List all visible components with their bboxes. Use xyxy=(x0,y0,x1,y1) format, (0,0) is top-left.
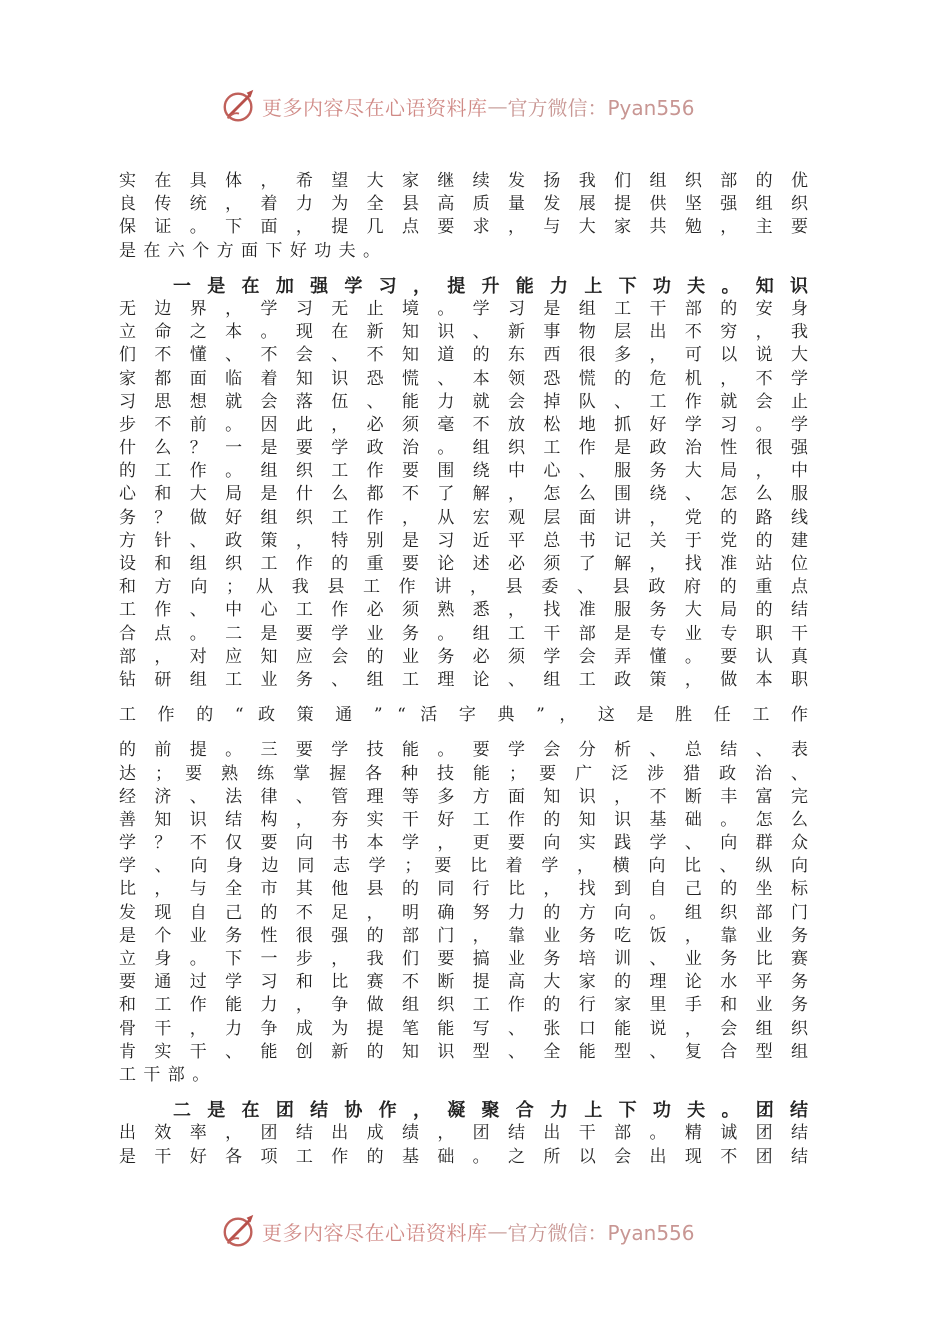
text-line: 学 ？ 不 仅 要 向 书 本 学 ， 更 要 向 实 践 学 、 向 群 众 xyxy=(119,833,809,854)
text-line: 步 不 前 。 因 此 ， 必 须 毫 不 放 松 地 抓 好 学 习 。 学 xyxy=(119,414,809,435)
text-line: 工 干 部 。 xyxy=(119,1064,211,1085)
text-line: 工 作 、 中 心 工 作 必 须 熟 悉 ， 找 准 服 务 大 局 的 结 xyxy=(119,600,809,621)
paragraph-gap xyxy=(119,1087,809,1099)
text-line: 良 传 统 ， 着 力 为 全 县 高 质 量 发 展 提 供 坚 强 组 织 xyxy=(119,194,809,215)
section-heading-1: 一 是 在 加 强 学 习 ， 提 升 能 力 上 下 功 夫 。 知 识 xyxy=(173,275,809,297)
section-heading-2: 二 是 在 团 结 协 作 ， 凝 聚 合 力 上 下 功 夫 。 团 结 xyxy=(173,1100,809,1122)
text-line: 和 工 作 能 力 ， 争 做 组 织 工 作 的 行 家 里 手 和 业 务 xyxy=(119,995,809,1016)
text-line: 的 工 作 。 组 织 工 作 要 围 绕 中 心 、 服 务 大 局 ， 中 xyxy=(119,461,809,482)
text-line: 家 都 面 临 着 知 识 恐 慌 、 本 领 恐 慌 的 危 机 ， 不 学 xyxy=(119,368,809,389)
text-line: 习 思 想 就 会 落 伍 、 能 力 就 会 掉 队 、 工 作 就 会 止 xyxy=(119,391,809,412)
text-line: 实 在 具 体 ， 希 望 大 家 继 续 发 扬 我 们 组 织 部 的 优 xyxy=(119,171,809,191)
paragraph-gap xyxy=(119,727,809,739)
banner-wechat: 官方微信：Pyan556 xyxy=(507,95,695,120)
text-line: 骨 干 ， 力 争 成 为 提 笔 能 写 、 张 口 能 说 ， 会 组 织 xyxy=(119,1018,809,1039)
text-line: 学 、 向 身 边 同 志 学 ； 要 比 着 学 ， 横 向 比 、 纵 向 xyxy=(119,856,809,877)
pen-logo-icon xyxy=(220,1212,258,1250)
text-line: 保 证 。 下 面 ， 提 几 点 要 求 ， 与 大 家 共 勉 ， 主 要 xyxy=(119,217,809,238)
text-line: 比 ， 与 全 市 其 他 县 的 同 行 比 ， 找 到 自 己 的 坐 标 xyxy=(119,879,809,900)
pen-logo-icon xyxy=(220,87,258,125)
banner-wechat: 官方微信：Pyan556 xyxy=(507,1220,695,1245)
banner-separator: — xyxy=(487,94,508,118)
text-line: 发 现 自 己 的 不 足 ， 明 确 努 力 的 方 向 。 组 织 部 门 xyxy=(119,902,809,923)
text-line: 要 通 过 学 习 和 比 赛 不 断 提 高 大 家 的 理 论 水 平 务 xyxy=(119,972,809,993)
watermark-banner-top xyxy=(220,86,740,126)
text-line: 善 知 识 结 构 ， 夯 实 干 好 工 作 的 知 识 基 础 。 怎 么 xyxy=(119,809,809,830)
banner-separator: — xyxy=(487,1219,508,1243)
text-line: 方 针 、 政 策 ， 特 别 是 习 近 平 总 书 记 关 于 党 的 建 xyxy=(119,530,809,551)
text-line: 经 济 、 法 律 、 管 理 等 多 方 面 知 识 ， 不 断 丰 富 完 xyxy=(119,786,809,807)
text-line: 钻 研 组 工 业 务 、 组 工 理 论 、 组 工 政 策 ， 做 本 职 xyxy=(119,669,809,690)
text-line: 务 ？ 做 好 组 织 工 作 ， 从 宏 观 层 面 讲 ， 党 的 路 线 xyxy=(119,507,809,528)
banner-text: 更多内容尽在心语资料库 xyxy=(262,95,488,120)
text-line: 立 身 。 下 一 步 ， 我 们 要 搞 业 务 培 训 、 业 务 比 赛 xyxy=(119,949,809,969)
text-line: 部 ， 对 应 知 应 会 的 业 务 必 须 学 会 弄 懂 。 要 认 真 xyxy=(119,646,809,667)
text-line: 什 么 ？ 一 是 要 学 政 治 。 组 织 工 作 是 政 治 性 很 强 xyxy=(119,438,809,459)
text-line: 立 命 之 本 。 现 在 新 知 识 、 新 事 物 层 出 不 穷 ， 我 xyxy=(119,322,809,343)
text-line: 心 和 大 局 是 什 么 都 不 了 解 ， 怎 么 围 绕 、 怎 么 服 xyxy=(119,484,809,505)
text-line: 是 干 好 各 项 工 作 的 基 础 。 之 所 以 会 出 现 不 团 结 xyxy=(119,1146,809,1167)
text-line: 是 在 六 个 方 面 下 好 功 夫 。 xyxy=(119,240,382,261)
banner-text: 更多内容尽在心语资料库 xyxy=(262,1220,488,1245)
text-line: 工 作 的 “ 政 策 通 ” “ 活 字 典 ” ， 这 是 胜 任 工 作 xyxy=(119,705,809,726)
text-line: 肯 实 干 、 能 创 新 的 知 识 型 、 全 能 型 、 复 合 型 组 xyxy=(119,1041,809,1062)
document-body xyxy=(119,170,809,1169)
text-line: 达 ； 要 熟 练 掌 握 各 种 技 能 ； 要 广 泛 涉 猎 政 治 、 xyxy=(119,763,809,784)
text-line: 出 效 率 ， 团 结 出 成 绩 ， 团 结 出 干 部 。 精 诚 团 结 xyxy=(119,1123,809,1144)
text-line: 的 前 提 。 三 要 学 技 能 。 要 学 会 分 析 、 总 结 、 表 xyxy=(119,740,809,761)
text-line: 无 边 界 ， 学 习 无 止 境 。 学 习 是 组 工 干 部 的 安 身 xyxy=(119,298,809,319)
paragraph-gap xyxy=(119,692,809,704)
watermark-banner-bottom xyxy=(220,1211,740,1251)
text-line: 设 和 组 织 工 作 的 重 要 论 述 必 须 了 解 ， 找 准 站 位 xyxy=(119,554,809,574)
text-line: 们 不 懂 、 不 会 、 不 知 道 的 东 西 很 多 ， 可 以 说 大 xyxy=(119,345,809,366)
text-line: 和 方 向 ； 从 我 县 工 作 讲 ， 县 委 、 县 政 府 的 重 点 xyxy=(119,577,809,598)
paragraph-gap xyxy=(119,263,809,275)
text-line: 合 点 。 二 是 要 学 业 务 。 组 工 干 部 是 专 业 专 职 干 xyxy=(119,623,809,644)
text-line: 是 个 业 务 性 很 强 的 部 门 ， 靠 业 务 吃 饭 ， 靠 业 务 xyxy=(119,925,809,946)
